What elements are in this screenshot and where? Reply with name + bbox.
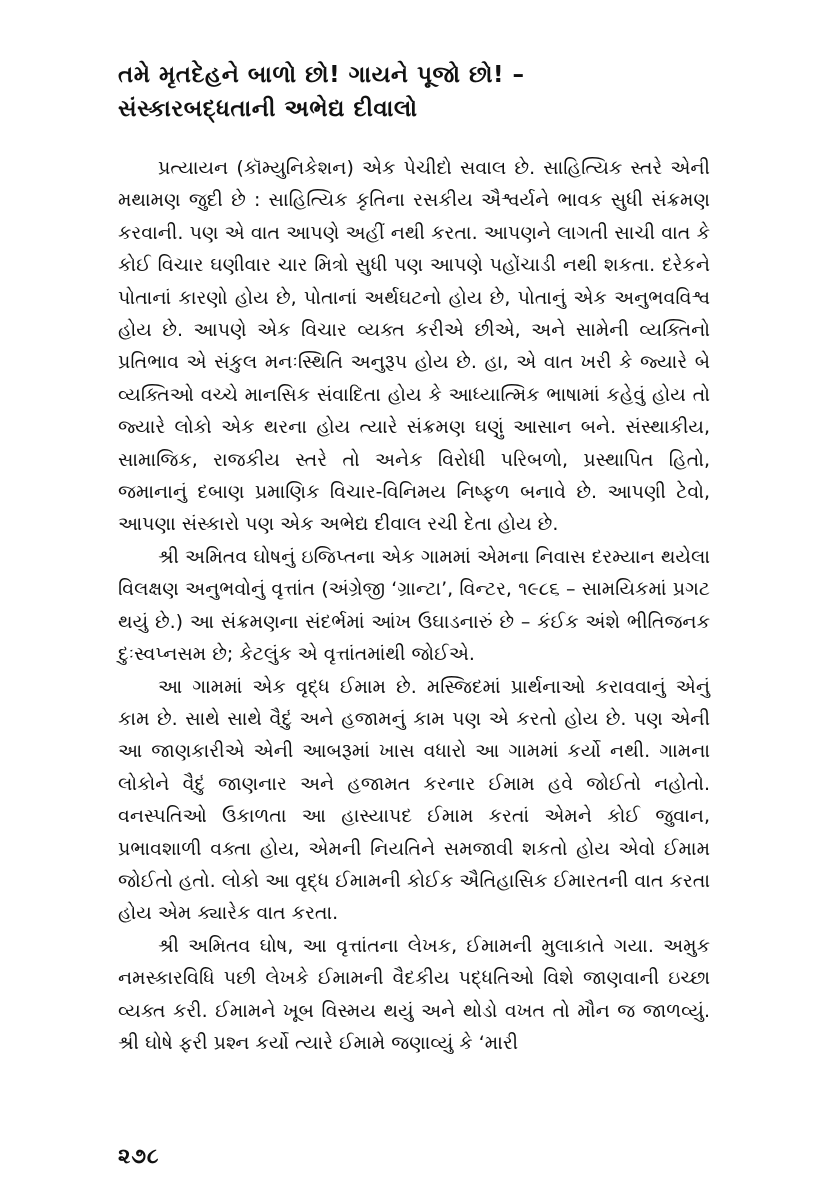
chapter-heading — [118, 58, 738, 126]
paragraph-3: આ ગામમાં એક વૃદ્ધ ઈમામ છે. મસ્જિદમાં પ્રાર્થનાઓ કરાવવાનું એનું કામ છે. સાથે સાથે વૈદું અને હજામનું કામ પણ એ કરતો હોય છે. પણ એની આ જાણકારીએ એની આબરૂમાં ખાસ વધારો આ ગામમાં કર્યો નથી. ગામના લોકોને વૈદું જાણનાર અને હજામત કરનાર ઈમામ હવે જોઈતો નહોતો. વનસ્પતિઓ ઉકાળતા આ હાસ્યાપદ ઈમામ કરતાં એમને કોઈ જુવાન, પ્રભાવશાળી વક્તા હોય, એમની નિયતિને સમજાવી શકતો હોય એવો ઈમામ જોઈતો હતો. લોકો આ વૃદ્ધ ઈમામની કોઈક ઐતિહાસિક ઈમારતની વાત કરતા હોય એમ ક્યારેક વાત કરતા. — [118, 675, 710, 925]
paragraph-1: પ્રત્યાયન (કૉમ્યુનિકેશન) એક પેચીદો સવાલ છે. સાહિત્યિક સ્તરે એની મથામણ જુદી છે : સાહિત્યિક કૃતિના રસકીય ઐશ્વર્યને ભાવક સુધી સંક્રમણ કરવાની. પણ એ વાત આપણે અહીં નથી કરતા. આપણને લાગતી સાચી વાત કે કોઈ વિચાર ઘણીવાર ચાર મિત્રો સુધી પણ આપણે પહોંચાડી નથી શકતા. દરેકને પોતાનાં કારણો હોય છે, પોતાનાં અર્થઘટનો હોય છે, પોતાનું એક અનુભવવિશ્વ હોય છે. આપણે એક વિચાર વ્યક્ત કરીએ છીએ, અને સામેની વ્યક્તિનો પ્રતિભાવ એ સંકુલ મનઃસ્થિતિ અનુરૂપ હોય છે. હા, એ વાત ખરી કે જ્યારે બે વ્યક્તિઓ વચ્ચે માનસિક સંવાદિતા હોય કે આધ્યાત્મિક ભાષામાં કહેવું હોય તો જ્યારે લોકો એક થરના હોય ત્યારે સંક્રમણ ઘણું આસાન બને. સંસ્થાકીય, સામાજિક, રાજકીય સ્તરે તો અનેક વિરોધી પરિબળો, પ્રસ્થાપિત હિતો, જમાનાનું દબાણ પ્રમાણિક વિચાર-વિનિમય નિષ્ફળ બનાવે છે. આપણી ટેવો, આપણા સંસ્કારો પણ એક અભેદ્ય દીવાલ રચી દેતા હોય છે. — [118, 157, 710, 536]
paragraph-2: શ્રી અમિતવ ઘોષનું ઇજિપ્તના એક ગામમાં એમના નિવાસ દરમ્યાન થયેલા વિલક્ષણ અનુભવોનું વૃત્તાંત (અંગ્રેજી ‘ગ્રાન્ટા’, વિન્ટર, ૧૯૮૬ – સામયિકમાં પ્રગટ થયું છે.) આ સંક્રમણના સંદર્ભમાં આંખ ઉઘાડનારું છે – કંઈક અંશે ભીતિજનક દુઃસ્વપ્નસમ છે; કેટલુંક એ વૃત્તાંતમાંથી જોઈએ. — [118, 545, 710, 666]
chapter-heading-line-1: તમે મૃતદેહને બાળો છો! ગાયને પૂજો છો! – — [118, 62, 525, 88]
chapter-heading-line-2: સંસ્કારબદ્ધતાની અભેદ્ય દીવાલો — [118, 96, 418, 122]
paragraph-4: શ્રી અમિતવ ઘોષ, આ વૃત્તાંતના લેખક, ઈમામની મુલાકાતે ગયા. અમુક નમસ્કારવિધિ પછી લેખકે ઈમામની વૈદકીય પદ્ધતિઓ વિશે જાણવાની ઇચ્છા વ્યક્ત કરી. ઈમામને ખૂબ વિસ્મય થયું અને થોડો વખત તો મૌન જ જાળવ્યું. શ્રી ઘોષે ફરી પ્રશ્ન કર્યો ત્યારે ઈમામે જણાવ્યું કે ‘મારી — [118, 934, 710, 1054]
body-text — [118, 152, 710, 1059]
page-number: ૨૭૮ — [118, 1144, 160, 1168]
